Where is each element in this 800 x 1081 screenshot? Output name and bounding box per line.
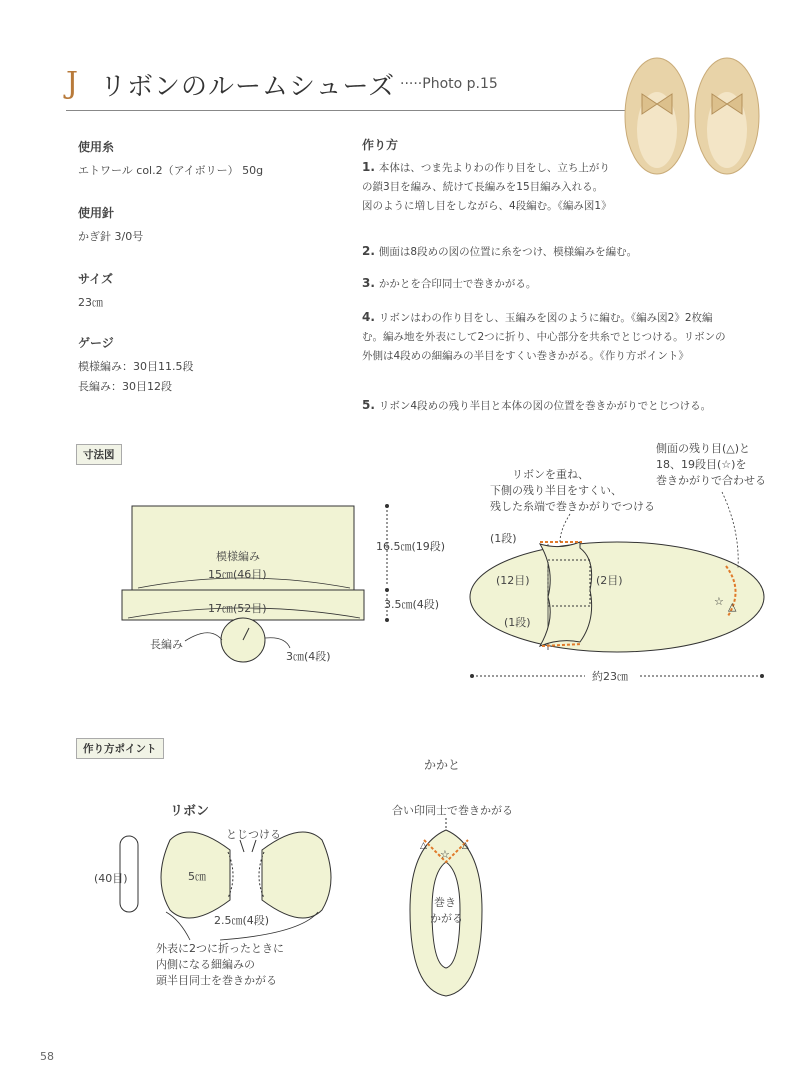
svg-text:☆: ☆ <box>440 848 450 861</box>
spec-label-gauge: ゲージ <box>78 336 114 350</box>
heel-heading: かかと <box>424 758 461 772</box>
note-ribbon-1: リボンを重ね、 <box>512 468 589 481</box>
step-text: 本体は、つま先よりわの作り目をし、立ち上がりの鎖3目を編み、続けて長編みを15目編み入れる。図のように増し目をしながら、4段編む。《編み図1》 <box>362 162 612 212</box>
label-width-17: 17㎝(52目) <box>208 602 267 615</box>
note-side-1: 側面の残り目(△)と <box>656 442 751 455</box>
spec-value-size: 23㎝ <box>78 296 103 309</box>
page-number: 58 <box>40 1050 54 1063</box>
label-height-35: 3.5㎝(4段) <box>384 598 440 611</box>
label-25cm: 2.5㎝(4段) <box>214 914 270 927</box>
heel-center-2: かがる <box>430 912 463 925</box>
spec-label-yarn: 使用糸 <box>78 140 115 154</box>
step-text: リボン4段めの残り半目と本体の図の位置を巻きかがりでとじつける。 <box>378 400 712 412</box>
fold-note-3: 頭半目同士を巻きかがる <box>156 974 277 987</box>
method-step-4 <box>362 308 732 366</box>
spec-value-gauge-2: 長編み：30目12段 <box>78 380 172 393</box>
method-heading: 作り方 <box>362 138 399 152</box>
label-40-stitches: (40目) <box>94 872 128 885</box>
method-step-1 <box>362 158 610 216</box>
note-side-2: 18、19段目(☆)を <box>656 458 747 471</box>
step-text: リボンはわの作り目をし、玉編みを図のように編む。《編み図2》2枚編む。編み地を外表にして2つに折り、中心部分を共糸でとじつける。リボンの外側は4段めの細編みの半目をすくい巻きかがる。《作り方ポイント》 <box>362 312 726 362</box>
method-step-2 <box>362 242 732 262</box>
spec-value-yarn: エトワール col.2（アイボリー） 50g <box>78 164 264 177</box>
label-row-1-top: (1段) <box>490 532 517 545</box>
label-12-stitches: (12目) <box>496 574 530 587</box>
step-text: かかとを合印同士で巻きかがる。 <box>378 278 537 290</box>
label-width-15: 15㎝(46目) <box>208 568 267 581</box>
step-number: 5. <box>362 398 375 412</box>
step-number: 1. <box>362 160 375 174</box>
note-ribbon-3: 残した糸端で巻きかがりでつける <box>490 500 655 513</box>
svg-text:△: △ <box>462 841 469 851</box>
dimension-tag: 寸法図 <box>76 444 122 465</box>
heel-note: 合い印同士で巻きかがる <box>392 804 513 817</box>
photo-reference: ·····Photo p.15 <box>400 76 498 92</box>
svg-text:△: △ <box>420 841 427 851</box>
ribbon-heading: リボン <box>170 804 210 819</box>
spec-value-hook: かぎ針 3/0号 <box>78 230 144 243</box>
label-row-1-bottom: (1段) <box>504 616 531 629</box>
slippers-photo <box>612 56 772 180</box>
step-number: 3. <box>362 276 375 290</box>
step-text: 側面は8段めの図の位置に糸をつけ、模様編みを編む。 <box>378 246 638 258</box>
fold-note-1: 外表に2つに折ったときに <box>156 942 284 955</box>
spec-label-hook: 使用針 <box>78 206 115 220</box>
step-number: 2. <box>362 244 375 258</box>
label-long-stitch: 長編み <box>150 638 183 651</box>
spec-value-gauge-1: 模様編み：30目11.5段 <box>78 360 194 373</box>
points-diagram <box>0 800 800 1040</box>
label-attach: とじつける <box>226 828 281 841</box>
points-tag: 作り方ポイント <box>76 738 164 759</box>
label-height-165: 16.5㎝(19段) <box>376 540 446 553</box>
step-number: 4. <box>362 310 375 324</box>
page-title: リボンのルームシューズ <box>100 72 396 102</box>
svg-text:△: △ <box>728 600 737 613</box>
svg-text:☆: ☆ <box>714 595 724 608</box>
title-rule <box>66 110 666 111</box>
fold-note-2: 内側になる細編みの <box>156 958 255 971</box>
label-pattern-stitch: 模様編み <box>216 550 260 563</box>
spec-label-size: サイズ <box>78 272 114 286</box>
title-letter: J <box>66 66 79 101</box>
label-circle-3: 3㎝(4段) <box>286 650 331 663</box>
note-ribbon-2: 下側の残り半目をすくい、 <box>490 484 622 497</box>
method-step-3 <box>362 274 732 294</box>
label-5cm: 5㎝ <box>188 870 206 883</box>
label-length-23: 約23㎝ <box>592 670 628 683</box>
label-2-stitches: (2目) <box>596 574 623 587</box>
note-side-3: 巻きかがりで合わせる <box>656 474 766 487</box>
heel-center-1: 巻き <box>434 896 456 909</box>
method-step-5 <box>362 396 732 416</box>
